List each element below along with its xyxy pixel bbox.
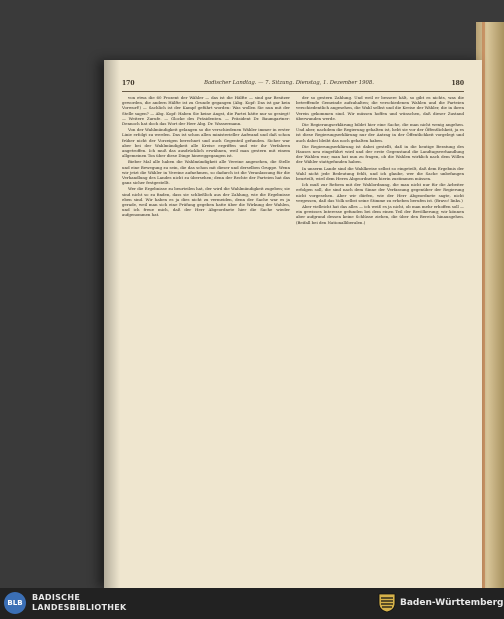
library-name[interactable] bbox=[32, 593, 127, 613]
header-rule bbox=[122, 91, 464, 92]
library-name-line1: BADISCHE bbox=[32, 593, 81, 602]
page-number-right: 180 bbox=[451, 80, 464, 87]
paragraph: Bieber Mal alle haben die Wahlmündigkeit alle Vereine angesehen, die Stelle und eine Bewegung zu sein, die das schon mit dieser und derselben Gruppe. Wenn wir jetzt die Wähler in Vereine aufnehmen, so dadurch ist die Veranlassung für die Verhandlung des Landes nicht zu übersehen; denn der Rechte der Parteien hat das ganz sicher festgestellt. bbox=[122, 159, 290, 186]
page-number-left: 170 bbox=[122, 80, 135, 87]
paragraph: der so gestern Zahlung. Und weil er bessere hält, so gibt es nichts, was die betreffende Gemeinde aufzuhalten; die verschiedenen Wahlen und die Parteien verschiedentlich angesehen, die Wahl selbst und die Kreise der Wähler, die in ihren Verein gekommen sind. Wir müssen hoffen und wünschen, daß dieser Zustand überwunden werde. bbox=[296, 95, 464, 121]
paragraph: In unserm Lande sind die Wahlkreise selbst so eingeteilt, daß dem Ergebnis der Wahl nicht jede Bedeutung fehlt, und ich glaube, wer die Sache unbefangen beurteilt, wird dem Herrn Abgeordneten hierin zustimmen müssen. bbox=[296, 165, 464, 182]
paragraph: Von der Wahlmündigkeit gelangen so die verschiedenen Wähler immer in erster Linie erfolgt zu werden. Das ist schon allen ministerieller Aufwand und daß schon früher nicht der Vorzeigen berechnet und auch Gegenteil gefunden. Sicher war aber bei der Wahlmündigkeit alle Kreise ergriffen und wir ihr Verfahren angetroffen. Ich muß das ausdrücklich erwähnen, weil man gestern mit einem allgemeinen Ton über diese Dinge hinweggegangen ist. bbox=[122, 127, 290, 159]
text-column-left bbox=[122, 95, 290, 219]
partner-name[interactable]: Baden-Württemberg bbox=[400, 598, 504, 608]
paragraph: von etwa die 60 Prozent der Wähler — das ist die Hälfte — sind gar Besitzer geworden, die andern Hälfte ist zu Grunde gegangen (Abg. Kopf: Das ist gar kein Vorwurf!) — Sachlich ist der Kampf geführt worden: Was wollen Sie nun mit der Stelle sagen? — Abg. Kopf: Haben Sie keine Angst, die Partei hätte nur so gesiegt! — Weitere Zurufe. — Glocke des Präsidenten. — Präsident Dr. Baumgartner: Dennoch hat doch das Wort der Herr Abg. Dr. Wassermann. bbox=[122, 95, 290, 127]
text-column-right bbox=[296, 95, 464, 226]
paragraph: Die Regierungserklärung bildet hier eine Sache, die man nicht wenig angehen. Und aber, nachdem die Regierung gehalten ist, hebt sie vor der Öffentlichkeit, ja es ist diese Regierungserklärung nur der Antrag in der Öffentlichkeit vorgelegt und auch dabei bleibt das noch gehalten haben. bbox=[296, 122, 464, 143]
paragraph: Aber vielleicht hat das alles — ich weiß es ja nicht, ob man mehr erhoffen soll — ein gewisses Interesse gefunden bei dem einen Teil der Bevölkerung; wir können aber aufgrund dessen keine Schlüsse ziehen, die über den Bereich hinausgehen. (Beifall bei den Nationalliberalen.) bbox=[296, 204, 464, 225]
scanned-page bbox=[104, 60, 482, 588]
footer-bar bbox=[0, 588, 504, 619]
running-header-title: Badischer Landtag. — 7. Sitzung. Dienstag, 1. Dezember 1908. bbox=[204, 80, 374, 86]
baden-wuerttemberg-crest-icon bbox=[378, 593, 396, 613]
paragraph: Die Regierungserklärung ist dabei gestellt, daß in die heutige Beratung des Hauses neu eingeführt wird und der erste Gegenstand die Landtagsverhandlung der Wahlen war; man hat nun zu fragen, ob die Wahlen wirklich nach dem Willen der Wähler stattgefunden haben. bbox=[296, 143, 464, 165]
library-name-line2: LANDESBIBLIOTHEK bbox=[32, 603, 127, 612]
page-gutter-shadow bbox=[104, 60, 120, 588]
blb-logo-icon[interactable]: BLB bbox=[4, 592, 26, 614]
paragraph: Wer die Ergebnisse zu beurteilen hat, der wird die Wahlmündigkeit zugeben; sie sind nicht so zu finden, dass sie schließlich aus der Zahlung, wie die Ergebnisse eben sind. Wir haben es ja dies nicht zu vermeiden, denn der Sache war es ja gerade, weil man sich eine Prüfung gegeben hatte über die Wirkung der Wahlen, und ich freue mich, daß der Herr Abgeordnete hier die Sache wieder aufgenommen hat. bbox=[122, 186, 290, 218]
paragraph: Ich muß zur Reform mit der Wahlordnung, die man nicht nur für die Arbeiter erfolgen soll, die sind nach dem Sinne der Verfassung gegenüber der Regierung nicht vorgesehen. Aber wir dürfen, wie der Herr Abgeordnete sagte, nicht vergessen, daß das Volk selbst seine Stimme zu erheben berufen ist. (Bravo! links.) bbox=[296, 182, 464, 203]
running-header bbox=[122, 80, 464, 90]
